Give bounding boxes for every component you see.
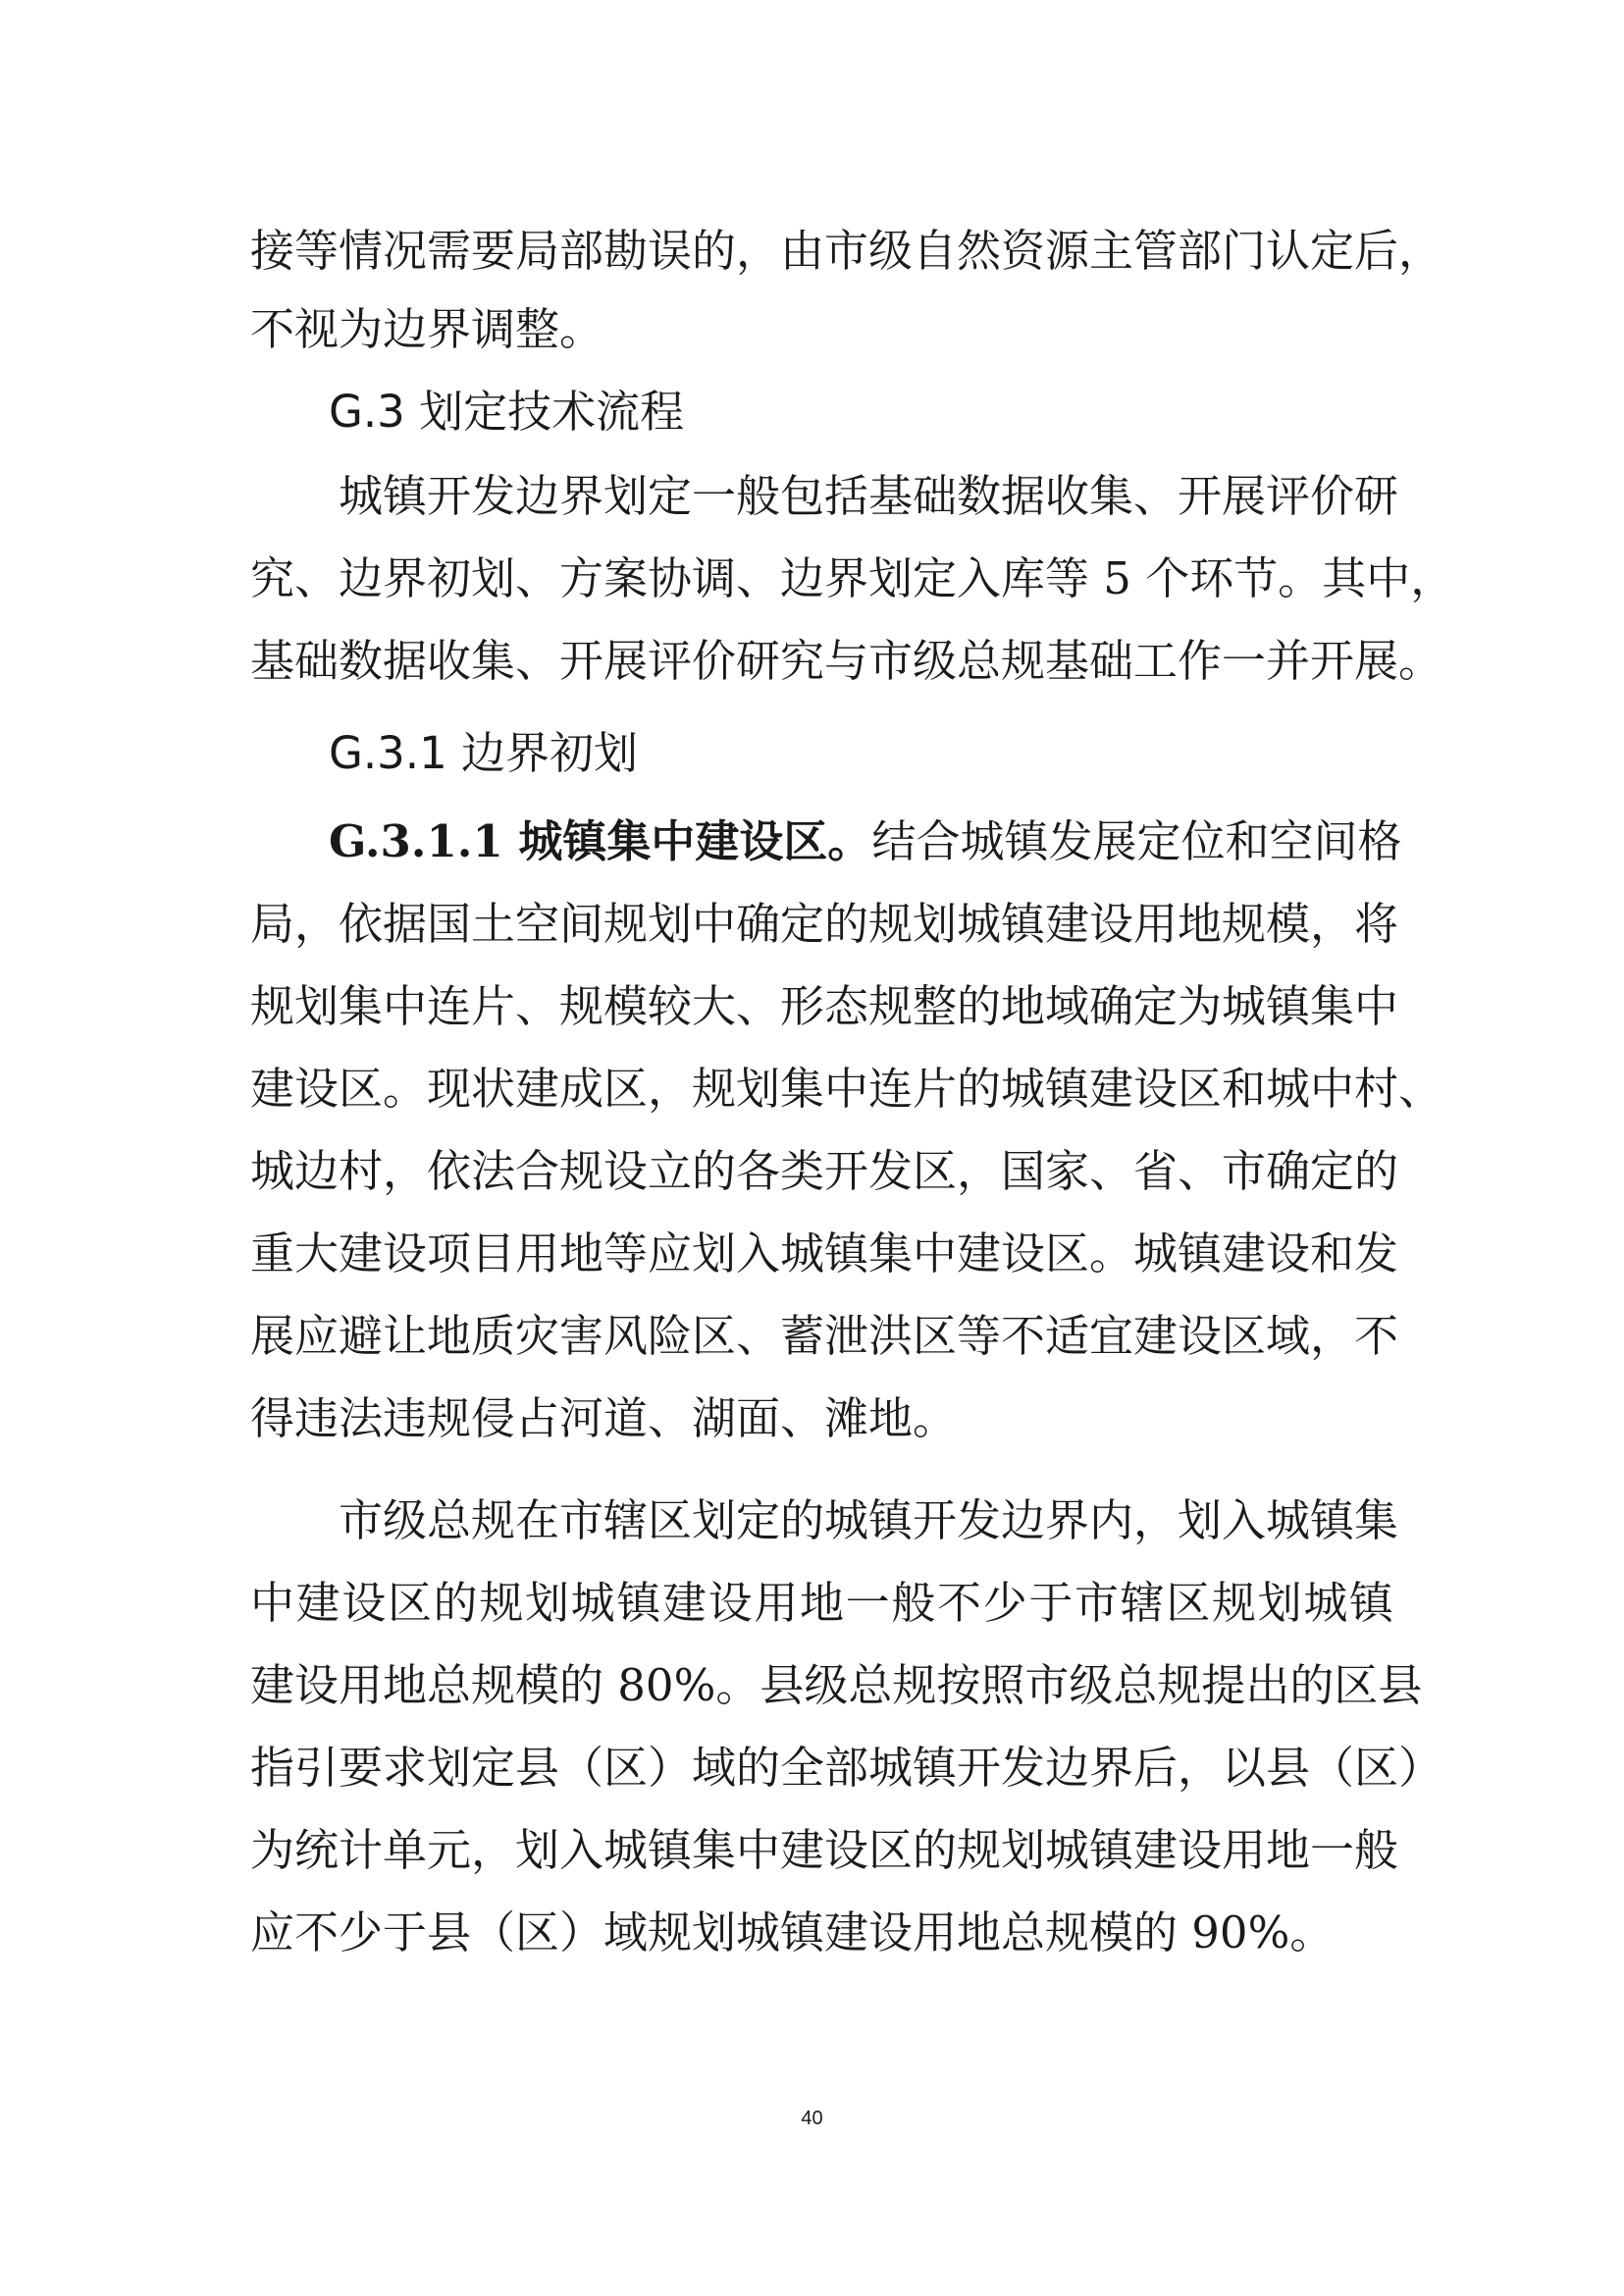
paragraph-line: 建设用地总规模的 80%。县级总规按照市级总规提出的区县 (250, 1659, 1423, 1711)
paragraph-line: 局，依据国土空间规划中确定的规划城镇建设用地规模，将 (250, 898, 1399, 950)
section-heading: G.3 划定技术流程 (329, 386, 685, 438)
subsection-heading: G.3.1 边界初划 (329, 727, 639, 779)
page-number: 40 (801, 2108, 823, 2129)
paragraph-line: 为统计单元，划入城镇集中建设区的规划城镇建设用地一般 (250, 1824, 1399, 1876)
paragraph-text: 结合城镇发展定位和空间格 (871, 815, 1402, 867)
subsubsection-title: G.3.1.1 城镇集中建设区。 (329, 815, 872, 867)
paragraph-line: 接等情况需要局部勘误的，由市级自然资源主管部门认定后， (250, 225, 1443, 277)
paragraph-line: 基础数据收集、开展评价研究与市级总规基础工作一并开展。 (250, 635, 1443, 687)
paragraph-line: 城镇开发边界划定一般包括基础数据收集、开展评价研 (339, 470, 1399, 522)
paragraph-line: 指引要求划定县（区）域的全部城镇开发边界后，以县（区） (250, 1742, 1443, 1794)
paragraph-line: 中建设区的规划城镇建设用地一般不少于市辖区规划城镇 (250, 1577, 1393, 1629)
paragraph-line: 得违法违规侵占河道、湖面、滩地。 (250, 1392, 958, 1444)
paragraph-line: 不视为边界调整。 (250, 303, 604, 355)
paragraph-line: 展应避让地质灾害风险区、蓄泄洪区等不适宜建设区域，不 (250, 1310, 1399, 1362)
paragraph-line: 重大建设项目用地等应划入城镇集中建设区。城镇建设和发 (250, 1227, 1399, 1279)
paragraph-line: 城边村，依法合规设立的各类开发区，国家、省、市确定的 (250, 1145, 1399, 1197)
paragraph-line: 市级总规在市辖区划定的城镇开发边界内，划入城镇集 (339, 1494, 1399, 1546)
paragraph-line: 应不少于县（区）域规划城镇建设用地总规模的 90%。 (250, 1906, 1335, 1958)
paragraph-line: 规划集中连片、规模较大、形态规整的地域确定为城镇集中 (250, 980, 1399, 1032)
subsubsection-line (329, 803, 1402, 881)
paragraph-line: 究、边界初划、方案协调、边界划定入库等 5 个环节。其中， (250, 552, 1455, 604)
paragraph-line: 建设区。现状建成区，规划集中连片的城镇建设区和城中村、 (250, 1063, 1443, 1115)
